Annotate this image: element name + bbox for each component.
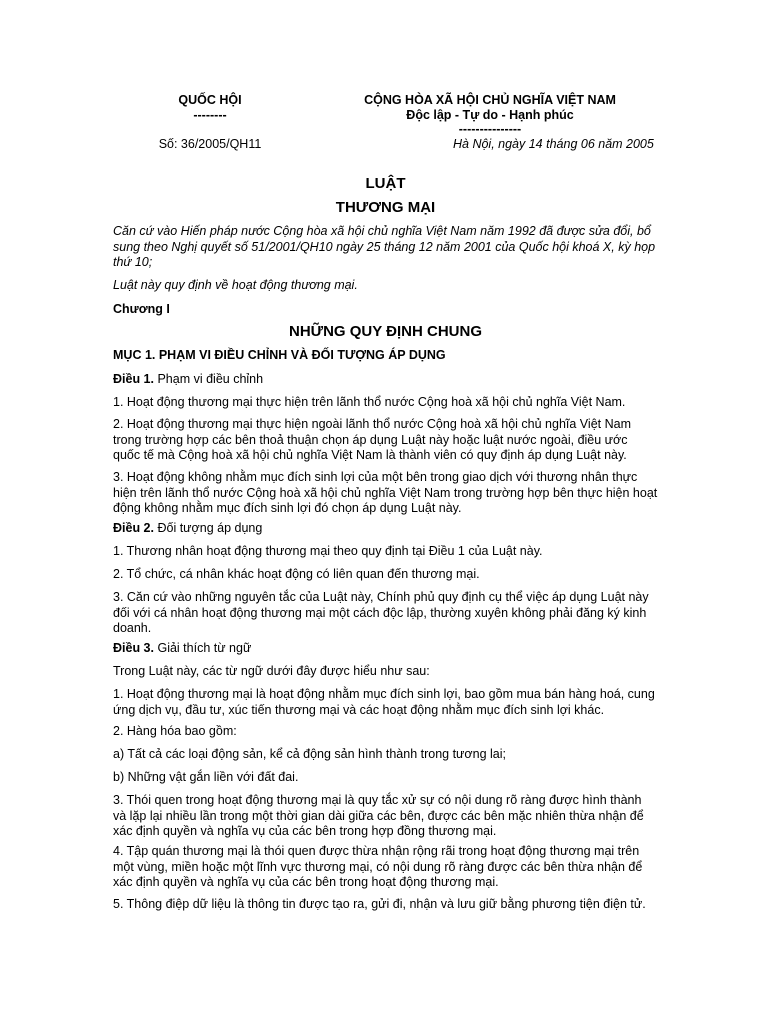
republic-name: CỘNG HÒA XÃ HỘI CHỦ NGHĨA VIỆT NAM bbox=[364, 93, 616, 107]
article-3-clause-3: 3. Thói quen trong hoạt động thương mại là quy tắc xử sự có nội dung rõ ràng được hình thành và lặp lại nhiều lần trong một thời gian dài giữa các bên, được các bên mặc nhiên thừa nhận để xác định quyền và nghĩa vụ của các bên trong hợp đồng thương mại. bbox=[113, 793, 644, 838]
article-2-clause-2: 2. Tổ chức, cá nhân khác hoạt động có liên quan đến thương mại. bbox=[113, 567, 480, 581]
preamble-basis: Căn cứ vào Hiến pháp nước Cộng hòa xã hội chủ nghĩa Việt Nam năm 1992 đã được sửa đổi, bổ sung theo Nghị quyết số 51/2001/QH10 ngày 25 tháng 12 năm 2001 của Quốc hội khoá X, kỳ họp thứ 10; bbox=[113, 224, 656, 269]
chapter-label: Chương I bbox=[113, 302, 170, 316]
article-3-clause-2a: a) Tất cả các loại động sản, kể cả động sản hình thành trong tương lai; bbox=[113, 747, 506, 761]
law-title: LUẬT bbox=[365, 175, 406, 192]
motto-divider: --------------- bbox=[458, 122, 522, 136]
article-2-heading bbox=[113, 521, 658, 537]
place-and-date: Hà Nội, ngày 14 tháng 06 năm 2005 bbox=[453, 137, 654, 151]
article-3-title: Giải thích từ ngữ bbox=[154, 641, 252, 655]
article-2-title: Đối tượng áp dụng bbox=[154, 521, 263, 535]
article-3-clause-2: 2. Hàng hóa bao gồm: bbox=[113, 724, 237, 738]
article-1-clause-2: 2. Hoạt động thương mại thực hiện ngoài lãnh thổ nước Cộng hoà xã hội chủ nghĩa Việt Nam trong trường hợp các bên thoả thuận chọn áp dụng Luật này hoặc luật nước ngoài, điều ước quốc tế mà Cộng hoà xã hội chủ nghĩa Việt Nam là thành viên có quy định áp dụng Luật này. bbox=[113, 417, 631, 462]
article-3-clause-4: 4. Tập quán thương mại là thói quen được thừa nhận rộng rãi trong hoạt động thương mại trên một vùng, miền hoặc một lĩnh vực thương mại, có nội dung rõ ràng được các bên thừa nhận để xác định quyền và nghĩa vụ của các bên trong hoạt động thương mại. bbox=[113, 844, 643, 889]
chapter-title: NHỮNG QUY ĐỊNH CHUNG bbox=[288, 323, 482, 340]
article-3-heading bbox=[113, 641, 658, 657]
article-3-label: Điều 3. bbox=[113, 641, 154, 655]
section-heading: MỤC 1. PHẠM VI ĐIỀU CHỈNH VÀ ĐỐI TƯỢNG ÁP DỤNG bbox=[113, 348, 446, 362]
document-number: Số: 36/2005/QH11 bbox=[158, 137, 262, 151]
article-2-clause-3: 3. Căn cứ vào những nguyên tắc của Luật này, Chính phủ quy định cụ thể việc áp dụng Luật này đối với cá nhân hoạt động thương mại một cách độc lập, thường xuyên không phải đăng ký kinh doanh. bbox=[113, 590, 649, 635]
article-1-title: Phạm vi điều chỉnh bbox=[154, 372, 264, 386]
article-1-label: Điều 1. bbox=[113, 372, 154, 386]
article-2-label: Điều 2. bbox=[113, 521, 154, 535]
article-2-clause-1: 1. Thương nhân hoạt động thương mại theo quy định tại Điều 1 của Luật này. bbox=[113, 544, 543, 558]
article-3-clause-5: 5. Thông điệp dữ liệu là thông tin được tạo ra, gửi đi, nhận và lưu giữ bằng phương tiện điện tử. bbox=[113, 897, 646, 911]
article-3-clause-1: 1. Hoạt động thương mại là hoạt động nhằm mục đích sinh lợi, bao gồm mua bán hàng hoá, cung ứng dịch vụ, đầu tư, xúc tiến thương mại và các hoạt động nhằm mục đích sinh lợi khác. bbox=[113, 687, 655, 717]
preamble-scope: Luật này quy định về hoạt động thương mại. bbox=[113, 278, 358, 292]
article-1-heading bbox=[113, 372, 658, 388]
article-3-intro: Trong Luật này, các từ ngữ dưới đây được hiểu như sau: bbox=[113, 664, 430, 678]
law-subtitle: THƯƠNG MẠI bbox=[335, 199, 436, 216]
article-3-clause-2b: b) Những vật gắn liền với đất đai. bbox=[113, 770, 299, 784]
article-1-clause-3: 3. Hoạt động không nhằm mục đích sinh lợi của một bên trong giao dịch với thương nhân thực hiện trên lãnh thổ nước Cộng hoà xã hội chủ nghĩa Việt Nam trong trường hợp bên thực hiện hoạt động không nhằm mục đích sinh lợi đó chọn áp dụng Luật này. bbox=[113, 470, 658, 515]
national-motto: Độc lập - Tự do - Hạnh phúc bbox=[406, 108, 574, 122]
article-1-clause-1: 1. Hoạt động thương mại thực hiện trên lãnh thổ nước Cộng hoà xã hội chủ nghĩa Việt Nam. bbox=[113, 395, 626, 409]
issuing-body-divider: -------- bbox=[193, 108, 227, 122]
issuing-body: QUỐC HỘI bbox=[178, 93, 242, 107]
